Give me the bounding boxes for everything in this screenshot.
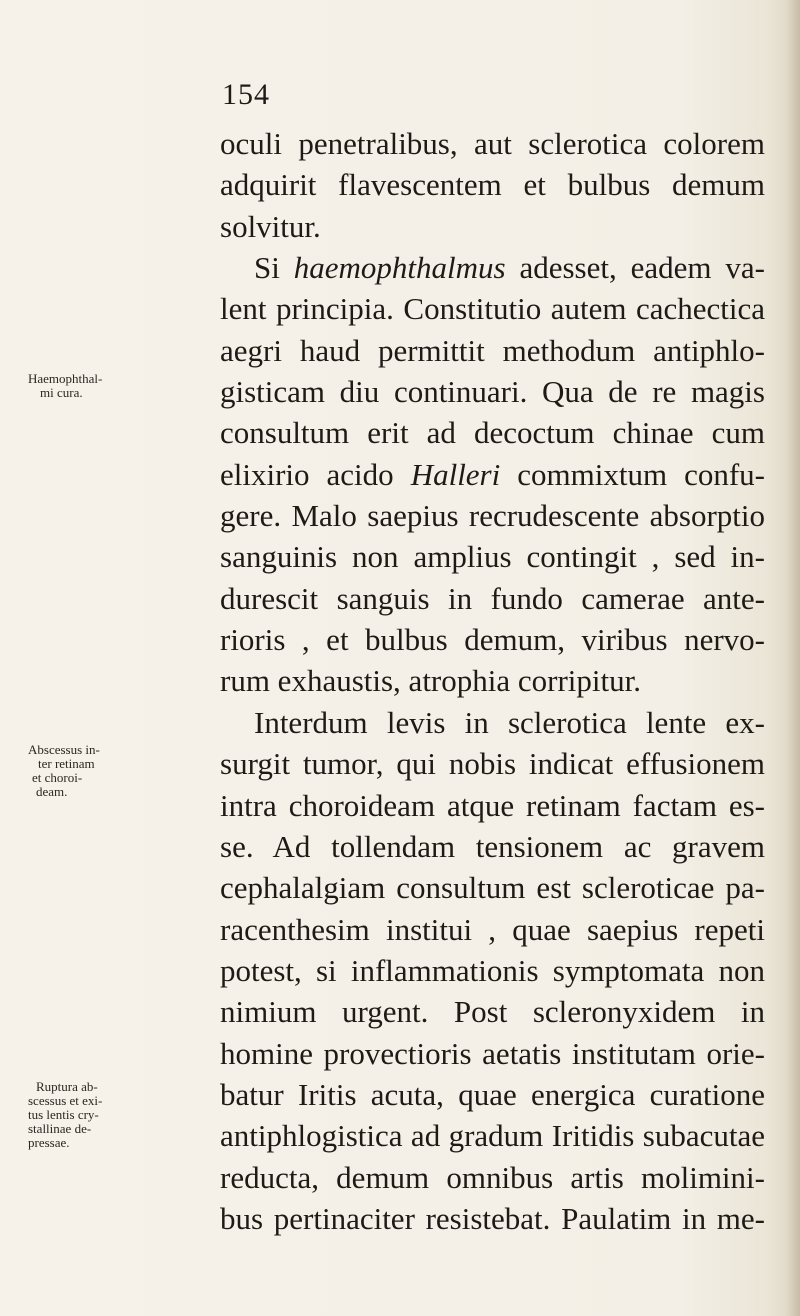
text-line: batur Iritis acuta, quae energica curatione	[220, 1076, 765, 1112]
text-line: solvitur.	[220, 208, 321, 244]
text-line: durescit sanguis in fundo camerae ante-	[220, 580, 765, 616]
text-line: Interdum levis in sclerotica lente ex-	[254, 704, 765, 740]
text-line: consultum erit ad decoctum chinae cum	[220, 415, 765, 451]
text-line: racenthesim institui , quae saepius repeti	[220, 911, 765, 947]
text-line	[220, 454, 765, 495]
text-line: antiphlogistica ad gradum Iritidis subacutae	[220, 1118, 765, 1154]
margin-note-line: pressae.	[28, 1135, 70, 1150]
text-line: aegri haud permittit methodum antiphlo-	[220, 332, 765, 368]
text-line: potest, si inflammationis symptomata non	[220, 952, 765, 988]
margin-note-line: Abscessus in-	[28, 742, 100, 757]
italic-term: haemophthalmus	[293, 250, 506, 286]
text-line: oculi penetralibus, aut sclerotica colorem	[220, 126, 765, 161]
text-segment: adesset, eadem va-	[505, 250, 765, 286]
main-text	[220, 123, 765, 1239]
margin-note-line: et choroi-	[32, 770, 83, 785]
margin-note-line: tus lentis cry-	[28, 1107, 99, 1122]
margin-note-line: mi cura.	[40, 385, 83, 400]
text-line: cephalalgiam consultum est scleroticae pa-	[220, 870, 765, 906]
text-segment: elixirio acido	[220, 456, 411, 492]
text-line: sanguinis non amplius contingit , sed in-	[220, 539, 765, 575]
italic-term: Halleri	[410, 456, 501, 492]
text-line: gisticam diu continuari. Qua de re magis	[220, 374, 765, 410]
text-line: surgit tumor, qui nobis indicat effusionem	[220, 746, 765, 782]
text-line: bus pertinaciter resistebat. Paulatim in me-	[220, 1200, 765, 1236]
text-segment: Si	[254, 250, 294, 286]
margin-note-ruptura	[28, 1080, 122, 1150]
text-line: intra choroideam atque retinam factam es-	[220, 787, 765, 823]
text-line: homine provectioris aetatis institutam orie-	[220, 1035, 765, 1071]
text-line: nimium urgent. Post scleronyxidem in	[220, 994, 765, 1030]
margin-note-line: Ruptura ab-	[36, 1079, 98, 1094]
text-line: lent principia. Constitutio autem cachectica	[220, 291, 765, 327]
text-line: se. Ad tollendam tensionem ac gravem	[220, 828, 765, 864]
margin-note-line: Haemophthal-	[28, 371, 103, 386]
text-line: adquirit flavescentem et bulbus demum	[220, 167, 765, 203]
text-line: rioris , et bulbus demum, viribus nervo-	[220, 622, 765, 658]
margin-note-haemophthalmus	[28, 372, 122, 400]
margin-note-abscessus	[28, 743, 122, 799]
margin-note-line: ter retinam	[38, 756, 95, 771]
text-line: rum exhaustis, atrophia corripitur.	[220, 663, 641, 699]
margin-note-line: stallinae de-	[28, 1121, 92, 1136]
margin-note-line: scessus et exi-	[28, 1093, 103, 1108]
page-edge-shadow	[786, 0, 800, 1316]
text-line: reducta, demum omnibus artis molimini-	[220, 1159, 765, 1195]
text-segment: commixtum confu-	[500, 456, 765, 492]
page-number: 154	[222, 78, 270, 111]
text-line	[220, 247, 765, 288]
margin-note-line: deam.	[36, 784, 68, 799]
text-line: gere. Malo saepius recrudescente absorptio	[220, 498, 765, 534]
